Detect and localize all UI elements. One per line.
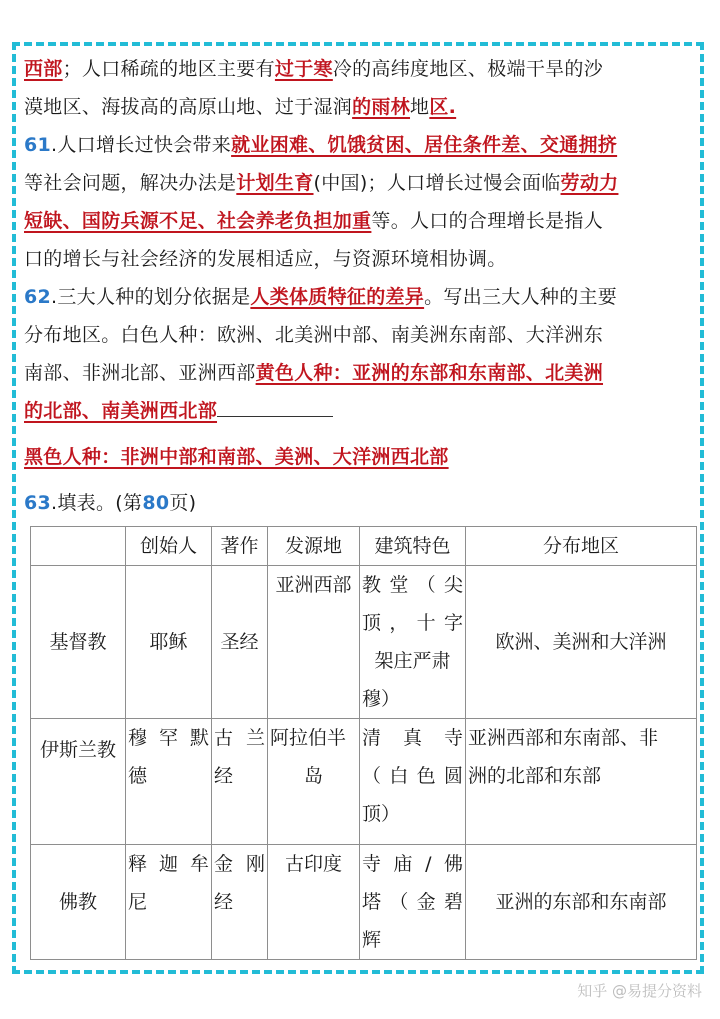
cell-line: 古印度 xyxy=(284,853,342,875)
cell-line: 顶） xyxy=(362,803,401,825)
column-header: 建筑特色 xyxy=(360,527,466,566)
column-header: 创始人 xyxy=(126,527,212,566)
q62-line-3 xyxy=(24,354,700,392)
question-number: 61 xyxy=(24,134,52,156)
cell-line: 洲的北部和东部 xyxy=(468,765,602,787)
architecture-cell xyxy=(360,719,466,845)
answer-text: 黄色人种：亚洲的东部和东南部、北美洲 xyxy=(255,362,604,384)
q61-line-3 xyxy=(24,202,700,240)
cell-line: 教堂（尖 xyxy=(362,574,463,596)
cell-line: 顶，十字 xyxy=(362,612,463,634)
body-text: 口的增长与社会经济的发展相适应，与资源环境相协调。 xyxy=(24,248,507,270)
answer-text: 区. xyxy=(429,96,457,118)
book-cell xyxy=(212,719,268,845)
cell-line: （白色圆 xyxy=(362,765,463,787)
q62-line-5 xyxy=(24,438,700,476)
q62-line-2 xyxy=(24,316,700,354)
region-cell xyxy=(466,566,697,719)
body-text: 等社会问题，解决办法是 xyxy=(24,172,237,194)
cell-line: 经 xyxy=(214,891,234,913)
question-number: 63 xyxy=(24,492,52,514)
table-row xyxy=(31,719,697,845)
religion-cell: 基督教 xyxy=(31,566,126,719)
answer-text: 西部 xyxy=(24,58,63,80)
cell-line: 岛 xyxy=(303,765,323,787)
body-text: 南部、非洲北部、亚洲西部 xyxy=(24,362,256,384)
body-text: 冷的高纬度地区、极端干旱的沙 xyxy=(332,58,604,80)
page-number: 80 xyxy=(142,492,170,514)
religion-cell: 伊斯兰教 xyxy=(31,719,126,845)
body-text: (中国)；人口增长过慢会面临 xyxy=(313,172,561,194)
founder-cell: 耶稣 xyxy=(126,566,212,719)
answer-text: 的雨林 xyxy=(352,96,411,118)
book-cell xyxy=(212,845,268,960)
religion-cell: 佛教 xyxy=(31,845,126,960)
architecture-cell xyxy=(360,566,466,719)
q62-line-4 xyxy=(24,392,700,430)
answer-text: 的北部、南美洲西北部 xyxy=(24,400,218,422)
book-cell: 圣经 xyxy=(212,566,268,719)
region-cell xyxy=(466,845,697,960)
cell-line: 亚洲西部和东南部、非 xyxy=(468,727,659,749)
answer-text: 就业困难、饥饿贫困、居住条件差、交通拥挤 xyxy=(231,134,618,156)
column-header xyxy=(31,527,126,566)
question-number: 62 xyxy=(24,286,52,308)
cell-line: 阿拉伯半 xyxy=(270,727,347,749)
watermark: 知乎 @易提分资料 xyxy=(577,982,702,1000)
body-text: 漠地区、海拔高的高原山地、过于湿润 xyxy=(24,96,353,118)
cell-line: 寺庙/佛 xyxy=(362,853,463,875)
table-row xyxy=(31,845,697,960)
body-text: 页) xyxy=(169,492,197,514)
origin-cell xyxy=(268,845,360,960)
cell-line: 经 xyxy=(214,765,234,787)
body-text: 。写出三大人种的主要 xyxy=(424,286,618,308)
origin-cell xyxy=(268,719,360,845)
column-header: 著作 xyxy=(212,527,268,566)
cell-line: 架庄严肃 xyxy=(374,650,451,672)
region-cell xyxy=(466,719,697,845)
column-header: 分布地区 xyxy=(466,527,697,566)
body-text: ；人口稀疏的地区主要有 xyxy=(62,58,275,80)
table-header-row xyxy=(31,527,697,566)
p1-line-2 xyxy=(24,88,700,126)
answer-text: 劳动力 xyxy=(560,172,619,194)
q61-line-2 xyxy=(24,164,700,202)
cell-line: 金刚 xyxy=(214,853,265,875)
answer-text: 人类体质特征的差异 xyxy=(250,286,425,308)
body-text: .三大人种的划分依据是 xyxy=(51,286,251,308)
q61-line-4 xyxy=(24,240,700,278)
answer-text: 短缺、国防兵源不足、社会养老负担加重 xyxy=(24,210,372,232)
answer-text: 计划生育 xyxy=(236,172,314,194)
cell-line: 亚洲的东部和东南部 xyxy=(495,891,667,913)
cell-line: 德 xyxy=(128,765,148,787)
p1-line-1 xyxy=(24,50,700,88)
body-text: 等。人口的合理增长是指人 xyxy=(371,210,604,232)
body-text: .人口增长过快会带来 xyxy=(51,134,232,156)
notes-body xyxy=(24,50,700,522)
answer-text: 过于寒 xyxy=(274,58,333,80)
q61-line-1 xyxy=(24,126,700,164)
body-text: 分布地区。白色人种：欧洲、北美洲中部、南美洲东南部、大洋洲东 xyxy=(24,324,604,346)
column-header: 发源地 xyxy=(268,527,360,566)
founder-cell xyxy=(126,719,212,845)
cell-line: 穆罕默 xyxy=(128,727,209,749)
architecture-cell xyxy=(360,845,466,960)
cell-line: 尼 xyxy=(128,891,148,913)
answer-blank-line xyxy=(217,392,333,417)
cell-line: 辉 xyxy=(362,929,382,951)
founder-cell xyxy=(126,845,212,960)
cell-line: 塔（金碧 xyxy=(362,891,463,913)
q62-line-1 xyxy=(24,278,700,316)
origin-cell xyxy=(268,566,360,719)
body-text: .填表。(第 xyxy=(51,492,143,514)
cell-line: 清真寺 xyxy=(362,727,463,749)
table-row xyxy=(31,566,697,719)
cell-line: 释迦牟 xyxy=(128,853,209,875)
religion-table xyxy=(30,526,697,960)
q63-line xyxy=(24,484,700,522)
cell-line: 古兰 xyxy=(214,727,265,749)
cell-line: 穆） xyxy=(362,688,401,710)
body-text: 地 xyxy=(410,96,430,118)
answer-text: 黑色人种：非洲中部和南部、美洲、大洋洲西北部 xyxy=(24,446,449,468)
cell-line: 欧洲、美洲和大洋洲 xyxy=(495,631,667,653)
cell-line: 亚洲西部 xyxy=(275,574,352,596)
